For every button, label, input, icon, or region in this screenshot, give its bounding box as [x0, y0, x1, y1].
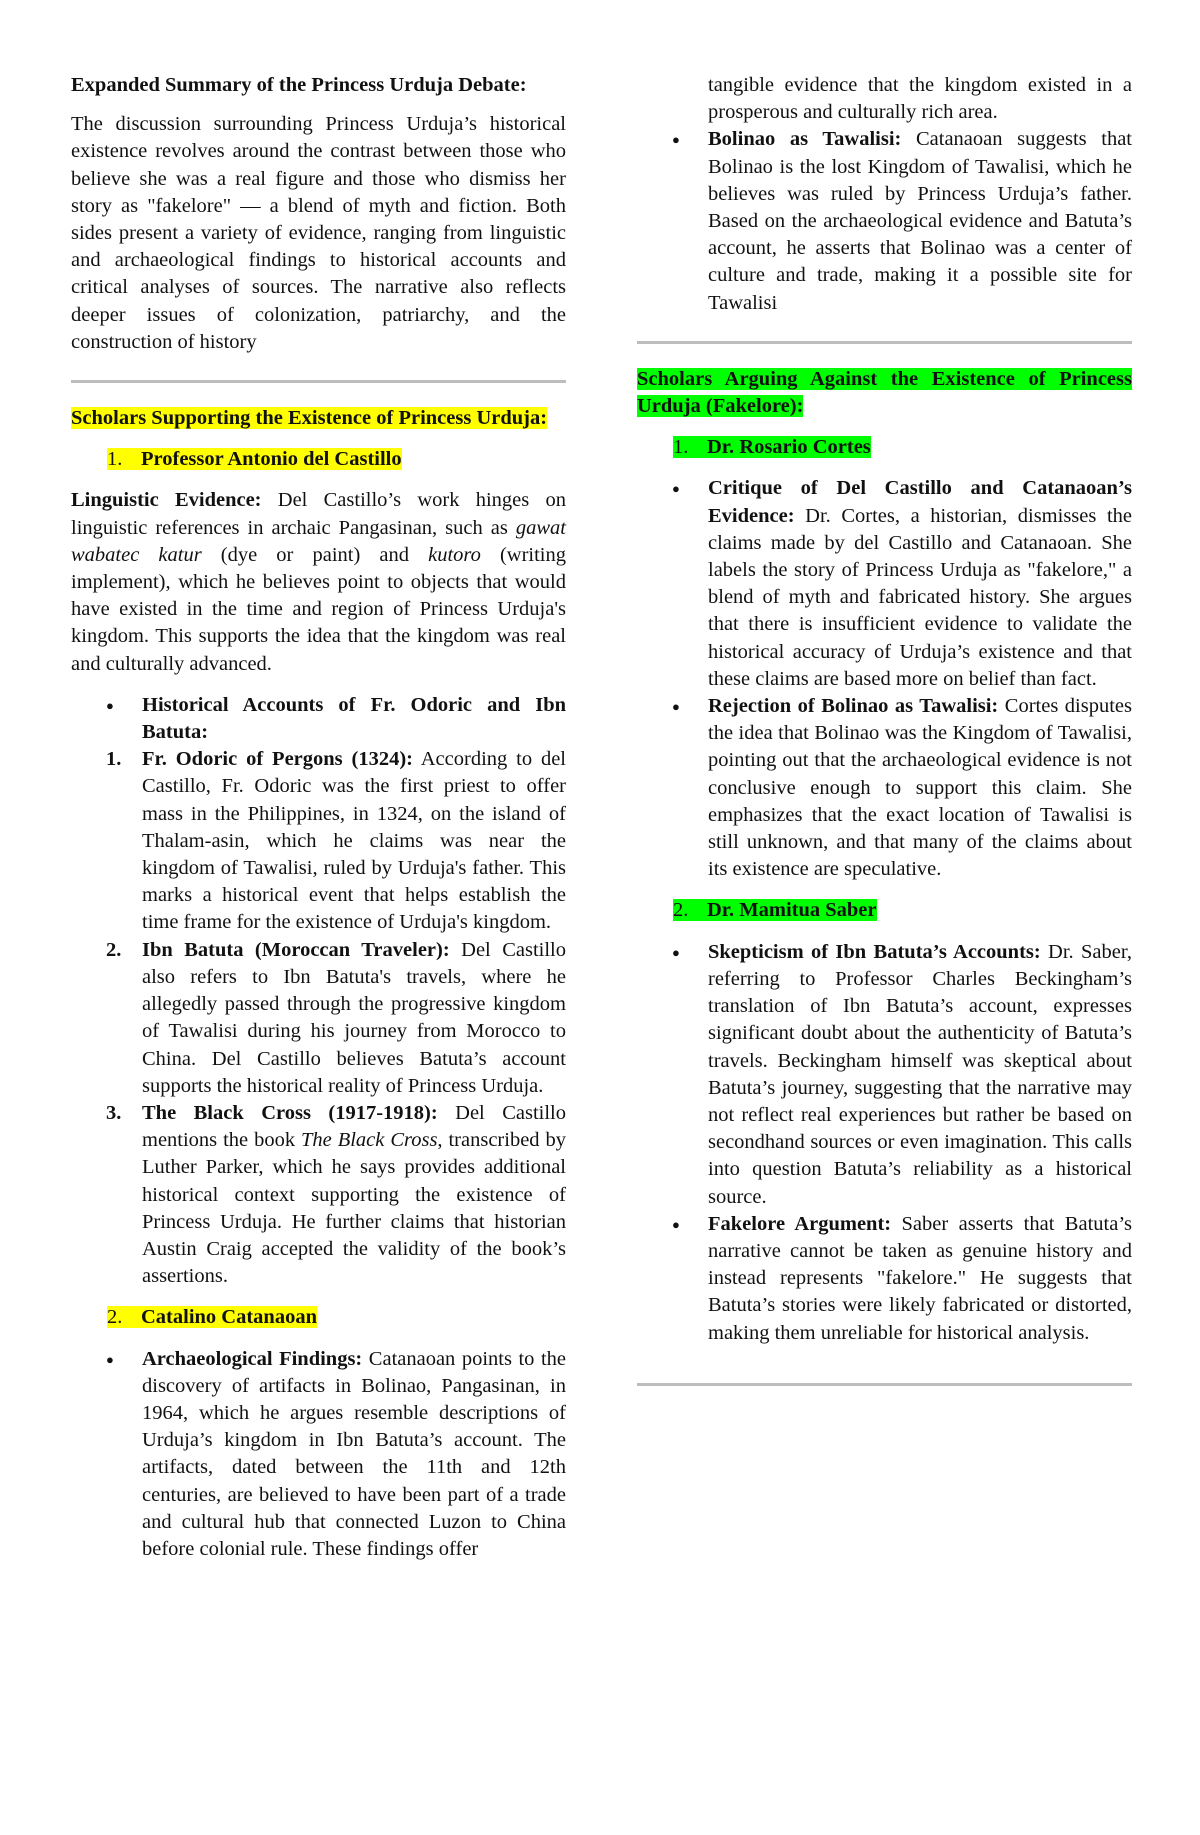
historical-accounts-list — [71, 692, 566, 746]
catanaoan-points-list — [71, 1346, 566, 1564]
scholar-heading-cortes: 1. Dr. Rosario Cortes — [673, 436, 871, 459]
list-item: ● Critique of Del Castillo and Catanaoan’s Evidence: Dr. Cortes, a historian, dismisses the claims made by del Castillo and Catanaoan. She labels the story of Princess Urduja as "fakelore," a blend of myth and fabricated history. She argues that there is insufficient evidence to validate the historical accuracy of Urduja’s existence and that these claims are based more on belief than fact. — [637, 475, 1132, 693]
intro-paragraph: The discussion surrounding Princess Urduja’s historical existence revolves around the contrast between those who believe she was a real figure and those who dismiss her story as "fakelore" — a blend of myth and fiction. Both sides present a variety of evidence, ranging from linguistic and archaeological findings to historical accounts and critical analyses of sources. The narrative also reflects deeper issues of colonization, patriarchy, and the construction of history — [71, 113, 566, 353]
left-column — [71, 72, 566, 1563]
list-item: ● Fakelore Argument: Saber asserts that Batuta’s narrative cannot be taken as genuine history and instead represents "fakelore." He suggests that Batuta’s stories were likely fabricated or distorted, making them unreliable for historical analysis. — [637, 1211, 1132, 1347]
list-item: ● Skepticism of Ibn Batuta’s Accounts: Dr. Saber, referring to Professor Charles Beckingham’s translation of Ibn Batuta’s account, expresses significant doubt about the authenticity of Batuta’s travels. Beckingham himself was skeptical about Batuta’s journey, suggesting that the narrative may not reflect real experiences but rather be based on secondhand sources or even imagination. This calls into question Batuta’s reliability as a historical source. — [637, 939, 1132, 1211]
supporting-scholars-heading: Scholars Supporting the Existence of Princess Urduja: — [71, 407, 548, 430]
continuation-paragraph: tangible evidence that the kingdom existed in a prosperous and culturally rich area. — [708, 74, 1132, 124]
list-item: 2. Ibn Batuta (Moroccan Traveler): Del Castillo also refers to Ibn Batuta's travels, where he allegedly passed through the progressive kingdom of Tawalisi during his journey from Morocco to China. Del Castillo believes Batuta’s account supports the historical reality of Princess Urduja. — [106, 938, 566, 1097]
list-item: 1. Fr. Odoric of Pergons (1324): According to del Castillo, Fr. Odoric was the first priest to offer mass in the Philippines, in 1324, on the island of Thalam-asin, which he claims was near the kingdom of Tawalisi, ruled by Urduja's father. This marks a historical event that helps establish the time frame for the existence of Urduja's kingdom. — [106, 748, 566, 934]
scholar-heading-del-castillo: 1. Professor Antonio del Castillo — [107, 448, 402, 471]
cortes-points-list — [637, 475, 1132, 883]
list-item: 3. The Black Cross (1917-1918): Del Castillo mentions the book The Black Cross, transcribed by Luther Parker, which he says provides additional historical context supporting the existence of Princess Urduja. He further claims that historian Austin Craig accepted the validity of the book’s assertions. — [106, 1101, 566, 1288]
section-divider — [71, 380, 566, 383]
document-title: Expanded Summary of the Princess Urduja Debate: — [71, 74, 527, 96]
scholar-heading-catanaoan: 2. Catalino Catanaoan — [107, 1306, 317, 1329]
list-item: ● Bolinao as Tawalisi: Catanaoan suggests that Bolinao is the lost Kingdom of Tawalisi, which he believes was ruled by Princess Urduja’s father. Based on the archaeological evidence and Batuta’s account, he asserts that Bolinao was a center of culture and trade, making it a possible site for Tawalisi — [637, 126, 1132, 316]
linguistic-evidence-paragraph: Linguistic Evidence: Del Castillo’s work hinges on linguistic references in archaic Pangasinan, such as gawat wabatec katur (dye or paint) and kutoro (writing implement), which he believes point to objects that would have existed in the time and region of Princess Urduja's kingdom. This supports the idea that the kingdom was real and culturally advanced. — [71, 489, 566, 675]
saber-points-list — [637, 939, 1132, 1347]
section-divider — [637, 1383, 1132, 1386]
section-divider — [637, 341, 1132, 344]
right-column — [637, 72, 1132, 1408]
accounts-numbered-list — [71, 746, 566, 1290]
scholar-heading-saber: 2. Dr. Mamitua Saber — [673, 899, 877, 922]
list-item: ● Historical Accounts of Fr. Odoric and Ibn Batuta: — [71, 692, 566, 746]
list-item: ● Rejection of Bolinao as Tawalisi: Cortes disputes the idea that Bolinao was the Kingdom of Tawalisi, pointing out that the archaeological evidence is not conclusive enough to support this claim. She emphasizes that the exact location of Tawalisi is still unknown, and that many of the claims about its existence are speculative. — [637, 693, 1132, 883]
list-item: ● Archaeological Findings: Catanaoan points to the discovery of artifacts in Bolinao, Pangasinan, in 1964, which he argues resemble descriptions of Urduja’s kingdom in Ibn Batuta’s account. The artifacts, dated between the 11th and 12th centuries, are believed to have been part of a trade and cultural hub that connected Luzon to China before colonial rule. These findings offer — [71, 1346, 566, 1564]
against-scholars-heading: Scholars Arguing Against the Existence of Princess Urduja (Fakelore): — [637, 367, 1132, 418]
bolinao-points-list — [637, 126, 1132, 316]
